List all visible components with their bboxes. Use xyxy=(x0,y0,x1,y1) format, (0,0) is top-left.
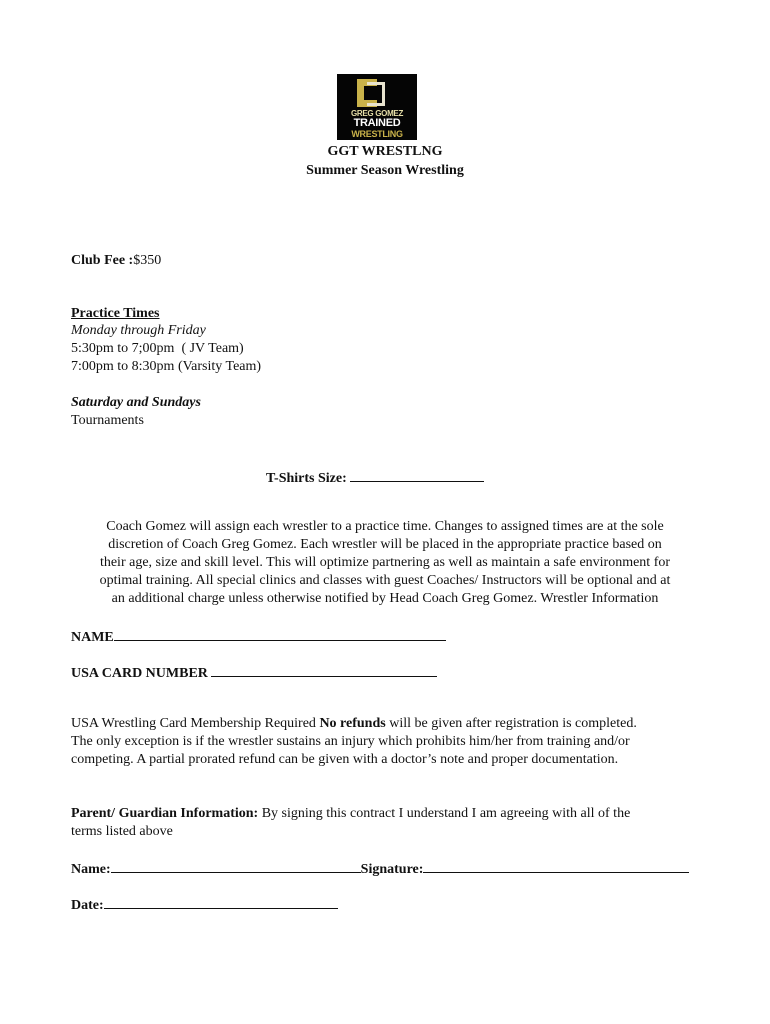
signature-label: Signature: xyxy=(360,862,424,877)
name-label: NAME xyxy=(71,630,114,645)
club-logo xyxy=(337,74,417,140)
weekend-heading: Saturday and Sundays xyxy=(71,395,201,410)
refund-policy xyxy=(71,715,711,769)
practice-days: Monday through Friday xyxy=(71,323,206,338)
info-line: an additional charge unless otherwise notified by Head Coach Greg Gomez. Wrestler Information xyxy=(111,591,659,606)
refund-line: competing. A partial prorated refund can be given with a doctor’s note and proper documentation. xyxy=(71,752,619,767)
date-line[interactable] xyxy=(104,894,338,909)
info-line: optimal training. All special clinics and classes with guest Coaches/ Instructors will be optional and at xyxy=(99,573,671,588)
info-line: discretion of Coach Greg Gomez. Each wrestler will be placed in the appropriate practice based on xyxy=(108,537,662,552)
signature-line[interactable] xyxy=(423,858,689,873)
page-title: GGT WRESTLNG xyxy=(327,144,443,159)
page-subtitle: Summer Season Wrestling xyxy=(306,163,464,178)
no-refunds: No refunds xyxy=(319,716,386,731)
tshirt-size-field xyxy=(266,467,484,488)
info-paragraph xyxy=(0,518,770,608)
name-field xyxy=(71,626,446,647)
tshirt-size-label: T-Shirts Size: xyxy=(266,471,347,486)
practice-jv-time: 5:30pm to 7;00pm ( JV Team) xyxy=(71,341,244,356)
refund-line: The only exception is if the wrestler sustains an injury which prohibits him/her from training and/or xyxy=(71,734,630,749)
club-fee xyxy=(71,252,161,270)
weekend-text: Tournaments xyxy=(71,413,144,428)
refund-text: USA Wrestling Card Membership Required xyxy=(71,716,320,731)
usa-card-line[interactable] xyxy=(211,662,437,677)
logo-text-line2: TRAINED xyxy=(353,117,401,129)
name-line[interactable] xyxy=(114,626,446,641)
guardian-info xyxy=(71,805,711,841)
practice-varsity-time: 7:00pm to 8:30pm (Varsity Team) xyxy=(71,359,262,374)
guardian-signature-row xyxy=(71,858,689,879)
logo-g-outline xyxy=(367,82,385,106)
refund-line xyxy=(71,715,711,733)
logo-text-line3: WRESTLING xyxy=(351,129,403,139)
guardian-name-line[interactable] xyxy=(111,858,361,873)
info-line: their age, size and skill level. This will optimize partnering as well as maintain a safe environment for xyxy=(99,555,671,570)
club-fee-value: $350 xyxy=(133,253,162,268)
usa-card-label: USA CARD NUMBER xyxy=(71,666,208,681)
guardian-name-label: Name: xyxy=(71,862,111,877)
info-line: Coach Gomez will assign each wrestler to a practice time. Changes to assigned times are at the sole xyxy=(106,519,664,534)
club-fee-label: Club Fee : xyxy=(71,253,134,268)
guardian-label: Parent/ Guardian Information: xyxy=(71,806,259,821)
logo-text-line1: GREG GOMEZ xyxy=(350,109,404,118)
date-label: Date: xyxy=(71,898,104,913)
guardian-line-2: terms listed above xyxy=(71,824,173,839)
guardian-line xyxy=(71,805,711,823)
usa-card-field xyxy=(71,662,437,683)
tshirt-size-line[interactable] xyxy=(350,467,484,482)
refund-text-end: will be given after registration is completed. xyxy=(385,716,637,731)
practice-times-heading: Practice Times xyxy=(71,306,160,321)
guardian-text: By signing this contract I understand I am agreeing with all of the xyxy=(258,806,631,821)
date-field xyxy=(71,894,338,915)
